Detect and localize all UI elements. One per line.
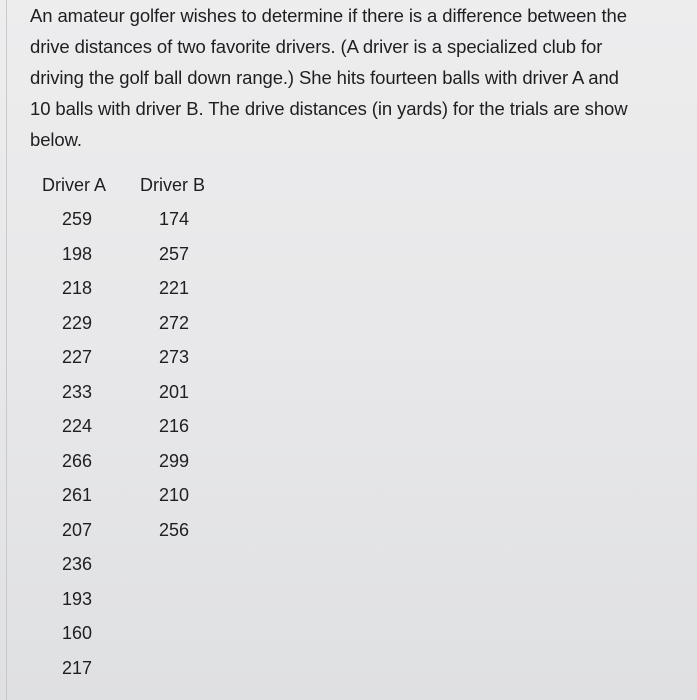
driver-a-cell: 261 xyxy=(61,485,93,505)
driver-a-cell: 224 xyxy=(61,416,93,436)
driver-a-cell: 233 xyxy=(61,381,93,402)
driver-b-cell: 256 xyxy=(158,519,190,540)
problem-line: below. xyxy=(30,129,82,150)
left-border xyxy=(6,0,7,700)
driver-a-cell: 207 xyxy=(61,519,93,540)
driver-b-cell: 299 xyxy=(158,450,190,471)
driver-a-cell: 193 xyxy=(61,588,93,609)
driver-b-cell: 174 xyxy=(158,209,190,229)
driver-a-cell: 259 xyxy=(61,209,93,229)
driver-a-cell: 229 xyxy=(61,312,93,333)
column-header-driver-a: Driver A xyxy=(42,175,107,195)
driver-a-cell: 198 xyxy=(61,243,93,264)
problem-line: driving the golf ball down range.) She hits fourteen balls with driver A and xyxy=(30,67,619,88)
driver-b-cell: 201 xyxy=(158,381,190,402)
driver-a-cell: 266 xyxy=(61,450,93,471)
driver-a-cell: 218 xyxy=(61,278,93,298)
problem-line: An amateur golfer wishes to determine if there is a difference between the xyxy=(30,5,627,26)
driver-b-cell: 257 xyxy=(158,243,190,264)
driver-b-cell: 221 xyxy=(158,278,190,298)
problem-statement xyxy=(30,0,680,155)
driver-b-cell: 216 xyxy=(158,416,190,436)
driver-b-cell: 210 xyxy=(158,485,190,505)
driver-a-cell: 217 xyxy=(61,657,93,678)
driver-a-cell: 160 xyxy=(61,623,93,643)
column-header-driver-b: Driver B xyxy=(140,175,206,195)
driver-b-cell: 273 xyxy=(158,347,190,367)
problem-line: drive distances of two favorite drivers. (A driver is a specialized club for xyxy=(30,36,603,57)
problem-line: 10 balls with driver B. The drive distances (in yards) for the trials are show xyxy=(30,98,628,119)
driver-a-cell: 227 xyxy=(61,347,93,367)
driver-a-cell: 236 xyxy=(61,554,93,574)
driver-b-cell: 272 xyxy=(158,312,190,333)
